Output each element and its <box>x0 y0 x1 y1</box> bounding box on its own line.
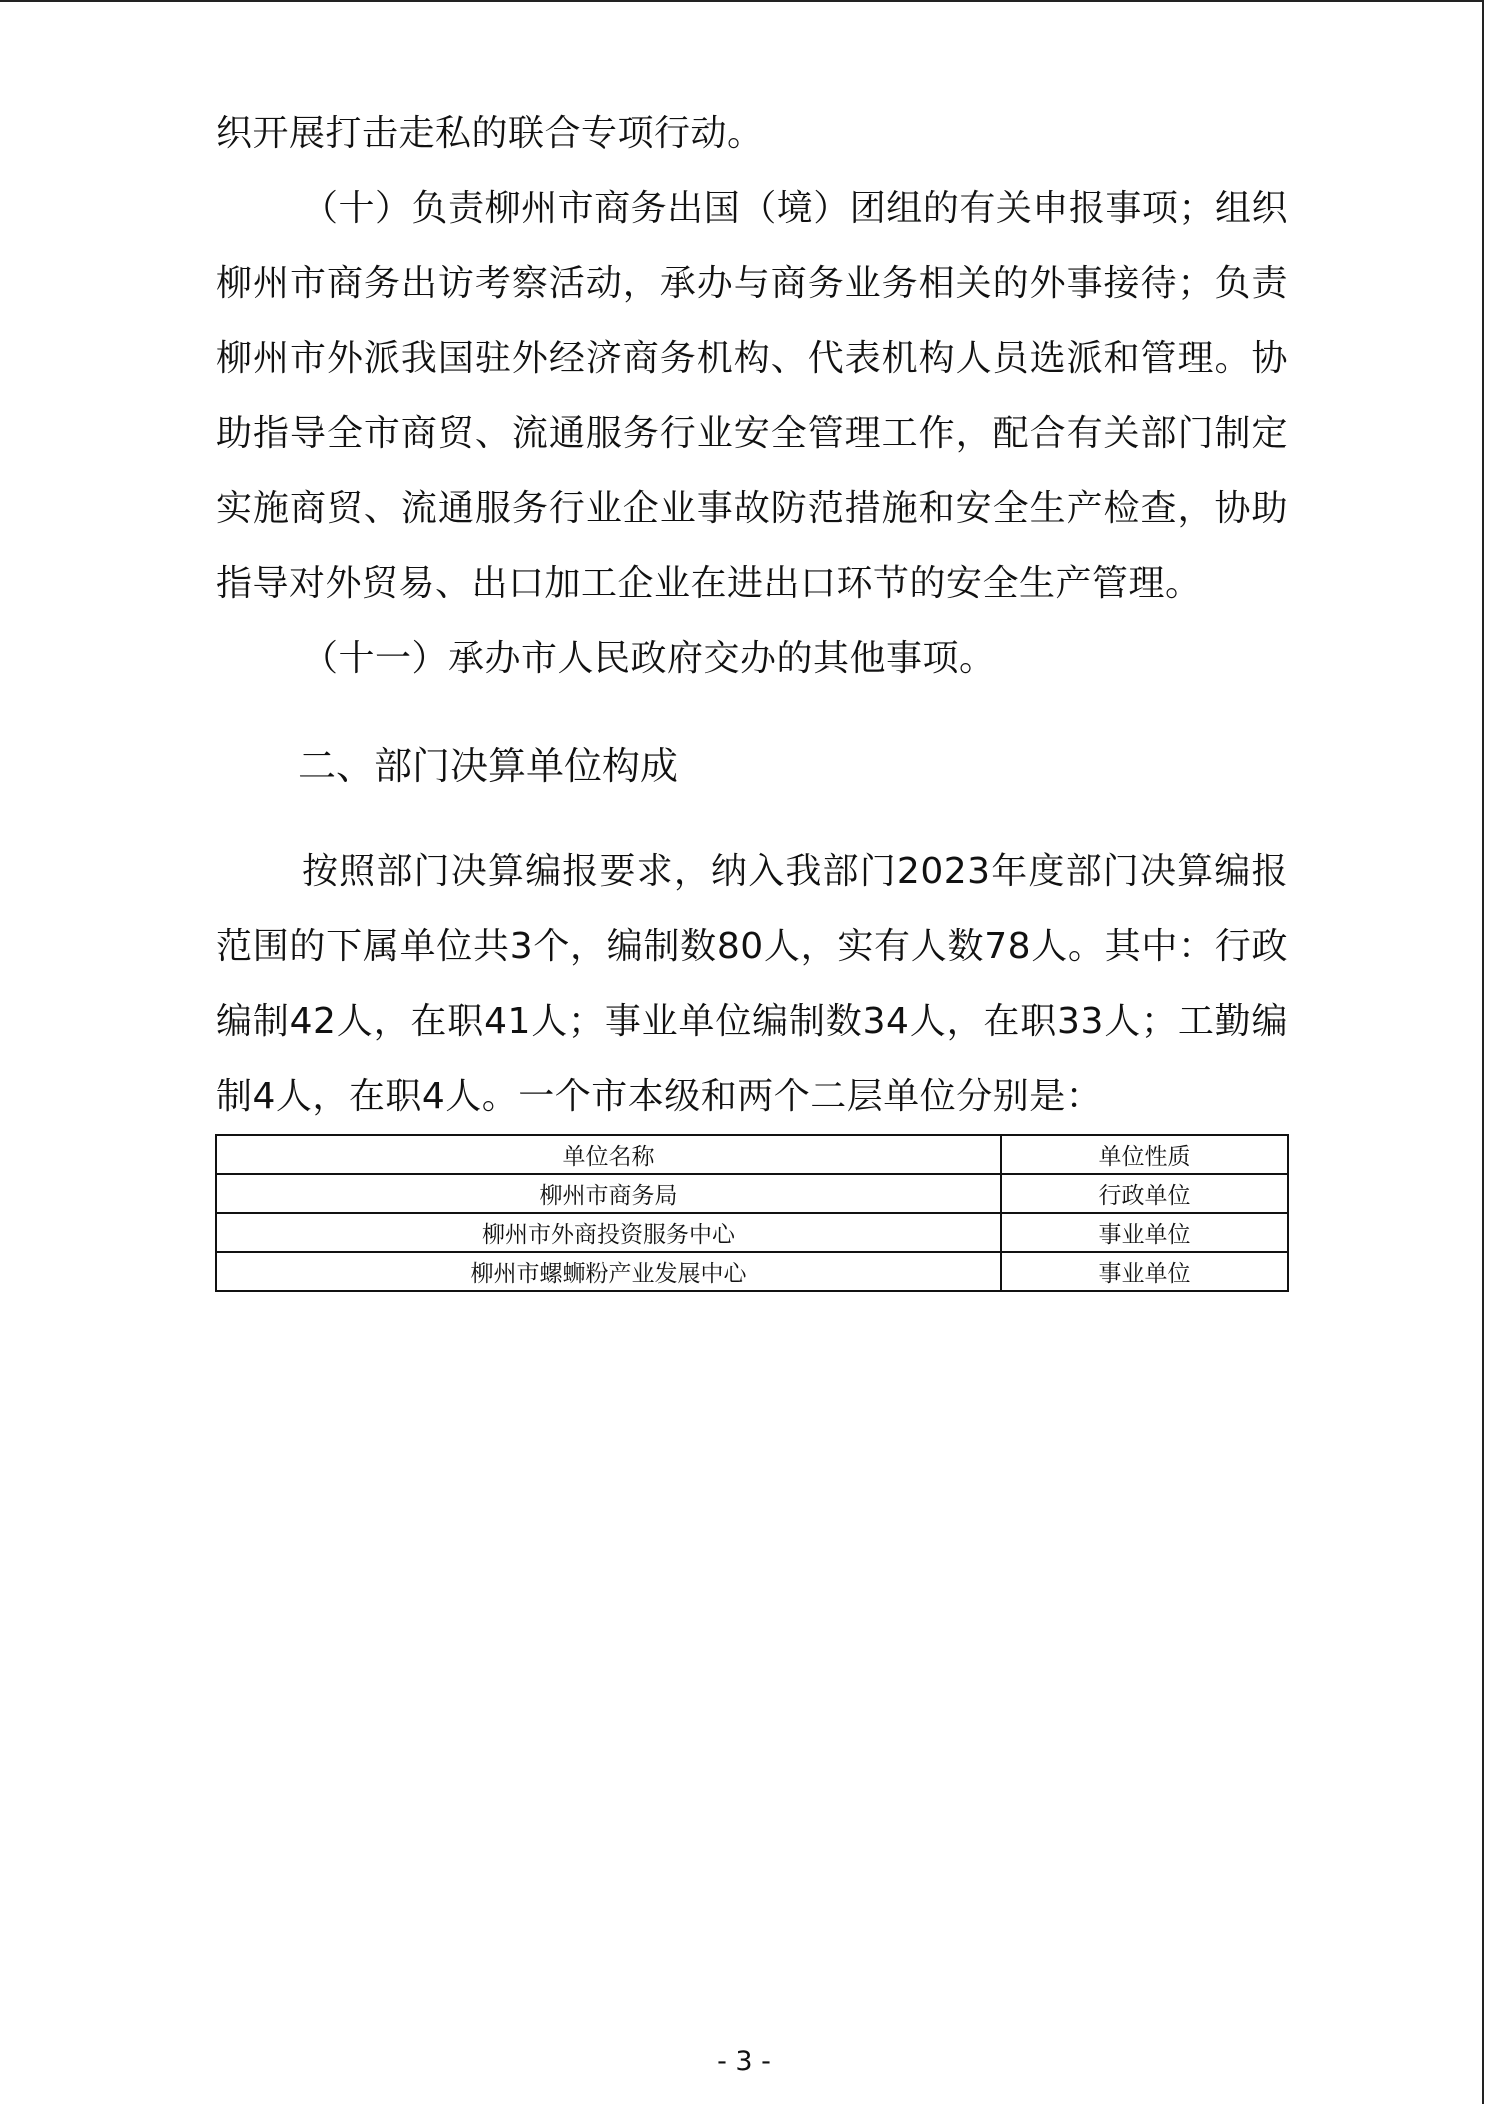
cell-unit-type: 事业单位 <box>1001 1252 1288 1291</box>
section-body-paragraph: 按照部门决算编报要求，纳入我部门2023年度部门决算编报范围的下属单位共3个，编制数80人，实有人数78人。其中：行政编制42人，在职41人；事业单位编制数34人，在职33人；工勤编制4人，在职4人。一个市本级和两个二层单位分别是： <box>216 851 1288 1117</box>
header-unit-type: 单位性质 <box>1001 1135 1288 1174</box>
cell-unit-name: 柳州市外商投资服务中心 <box>216 1213 1001 1252</box>
paragraph-item-ten: （十）负责柳州市商务出国（境）团组的有关申报事项；组织柳州市商务出访考察活动，承办与商务业务相关的外事接待；负责柳州市外派我国驻外经济商务机构、代表机构人员选派和管理。协助指导全市商贸、流通服务行业安全管理工作，配合有关部门制定实施商贸、流通服务行业企业事故防范措施和安全生产检查，协助指导对外贸易、出口加工企业在进出口环节的安全生产管理。 <box>216 188 1288 604</box>
table-row <box>216 1174 1288 1213</box>
cell-unit-name: 柳州市商务局 <box>216 1174 1001 1213</box>
cell-unit-type: 行政单位 <box>1001 1174 1288 1213</box>
document-body <box>216 96 1288 1292</box>
table-row <box>216 1213 1288 1252</box>
table-header-row <box>216 1135 1288 1174</box>
header-unit-name: 单位名称 <box>216 1135 1001 1174</box>
paragraph-item-eleven: （十一）承办市人民政府交办的其他事项。 <box>302 638 996 679</box>
unit-table <box>215 1134 1289 1292</box>
cell-unit-type: 事业单位 <box>1001 1213 1288 1252</box>
table-row <box>216 1252 1288 1291</box>
cell-unit-name: 柳州市螺蛳粉产业发展中心 <box>216 1252 1001 1291</box>
section-heading: 二、部门决算单位构成 <box>298 744 679 788</box>
page-number: - 3 - <box>717 2046 771 2077</box>
paragraph-continuation: 织开展打击走私的联合专项行动。 <box>216 113 764 154</box>
